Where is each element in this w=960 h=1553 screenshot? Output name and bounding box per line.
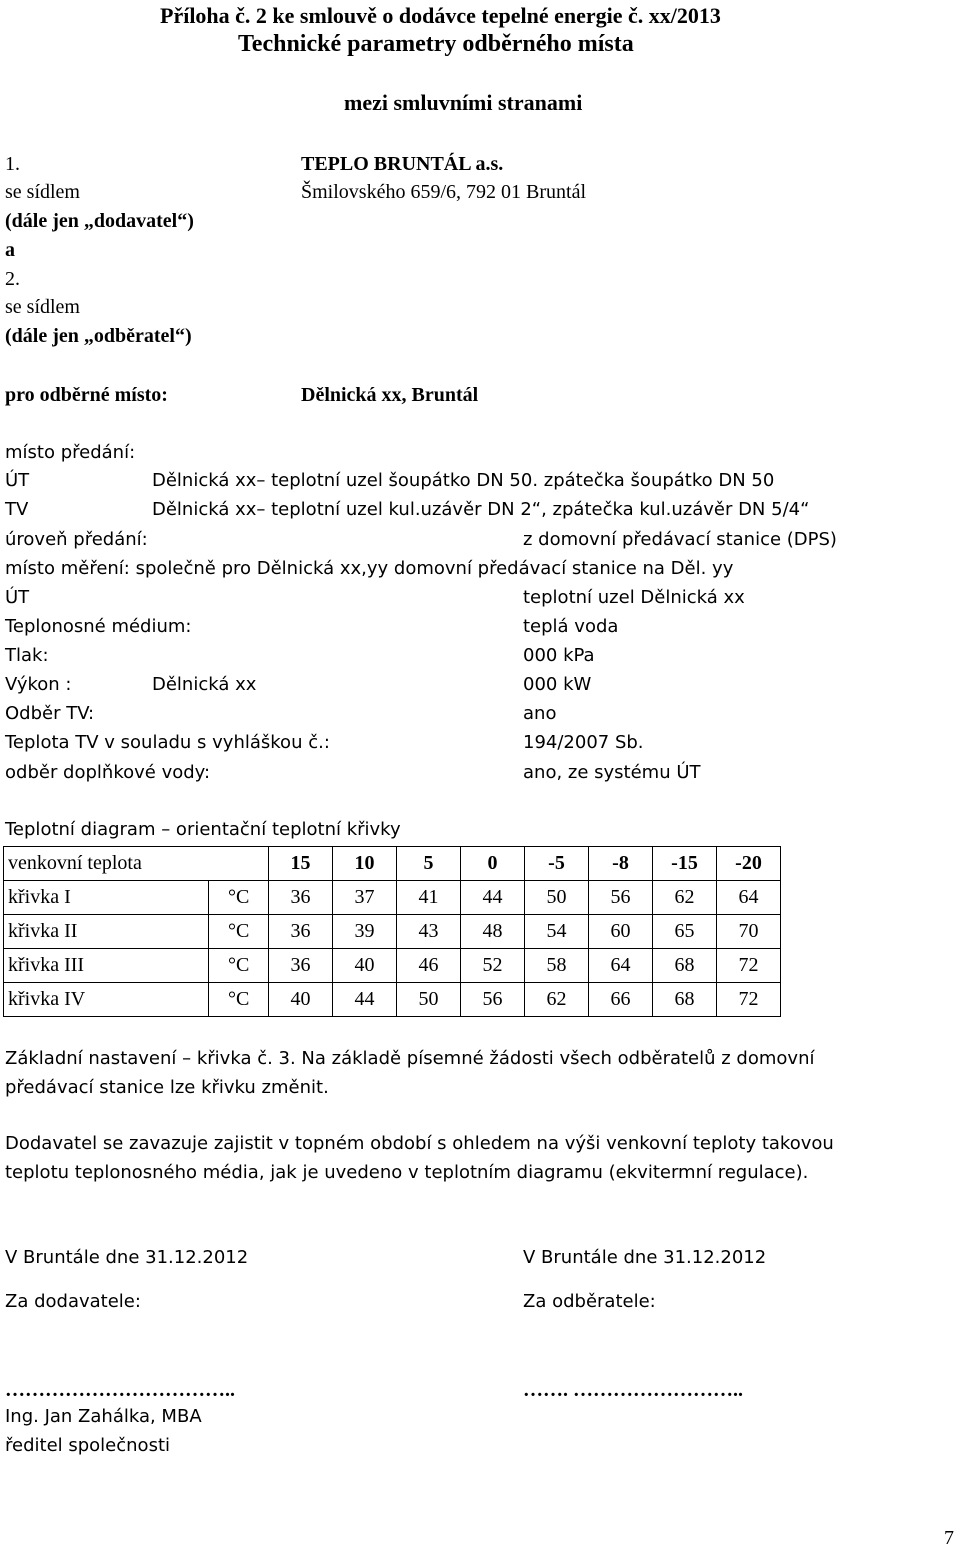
outdoor-temperature-value: 10	[333, 847, 397, 881]
curve-row	[4, 881, 781, 915]
party1-name: TEPLO BRUNTÁL a.s.	[301, 153, 504, 175]
curve-row	[4, 949, 781, 983]
temperature-diagram-table	[3, 846, 781, 1017]
power-label: Výkon :	[5, 674, 72, 695]
curve-row	[4, 983, 781, 1017]
supplier-obligation-line2: teplotu teplonosného média, jak je uvedeno v teplotním diagramu (ekvitermní regulace).	[5, 1162, 809, 1183]
pressure-value: 000 kPa	[523, 645, 595, 666]
page-number: 7	[944, 1527, 954, 1549]
power-value: 000 kW	[523, 674, 592, 695]
curve-value: 62	[525, 983, 589, 1017]
party1-alias: (dále jen „dodavatel“)	[5, 210, 194, 232]
supplier-signature-line: ……………………………..	[5, 1379, 235, 1401]
outdoor-temperature-value: -8	[589, 847, 653, 881]
ut-value: teplotní uzel Dělnická xx	[523, 587, 745, 608]
curve-value: 40	[333, 949, 397, 983]
curve-value: 68	[653, 983, 717, 1017]
curve-unit: °C	[209, 915, 269, 949]
medium-label: Teplonosné médium:	[5, 616, 192, 637]
left-date: V Bruntále dne 31.12.2012	[5, 1247, 249, 1268]
curve-value: 70	[717, 915, 781, 949]
curve-value: 62	[653, 881, 717, 915]
curve-value: 56	[589, 881, 653, 915]
party2-number: 2.	[5, 268, 20, 290]
party2-seat-label: se sídlem	[5, 296, 80, 318]
curve-unit: °C	[209, 949, 269, 983]
customer-signature-line: ……. ……………………..	[523, 1379, 743, 1401]
site-value: Dělnická xx, Bruntál	[301, 384, 479, 406]
outdoor-temperature-value: -20	[717, 847, 781, 881]
pressure-label: Tlak:	[5, 645, 49, 666]
handover-ut-value: Dělnická xx– teplotní uzel šoupátko DN 50. zpátečka šoupátko DN 50	[152, 470, 775, 491]
outdoor-temperature-label: venkovní teplota	[4, 847, 269, 881]
curve-value: 50	[397, 983, 461, 1017]
hot-water-value: ano	[523, 703, 557, 724]
diagram-title: Teplotní diagram – orientační teplotní křivky	[5, 819, 401, 840]
curve-value: 44	[461, 881, 525, 915]
handover-tv-label: TV	[5, 499, 29, 520]
curve-value: 68	[653, 949, 717, 983]
curve-unit: °C	[209, 881, 269, 915]
curve-value: 66	[589, 983, 653, 1017]
curve-unit: °C	[209, 983, 269, 1017]
curve-label: křivka IV	[4, 983, 209, 1017]
outdoor-temperature-value: 15	[269, 847, 333, 881]
diagram-header-row	[4, 847, 781, 881]
handover-ut-label: ÚT	[5, 470, 30, 491]
outdoor-temperature-value: -15	[653, 847, 717, 881]
curve-value: 72	[717, 949, 781, 983]
signer-title: ředitel společnosti	[5, 1435, 171, 1456]
for-customer: Za odběratele:	[523, 1291, 656, 1312]
curve-value: 58	[525, 949, 589, 983]
site-label: pro odběrné místo:	[5, 384, 168, 406]
curve-value: 54	[525, 915, 589, 949]
curve-row	[4, 915, 781, 949]
makeup-water-value: ano, ze systému ÚT	[523, 762, 701, 783]
hot-water-temp-value: 194/2007 Sb.	[523, 732, 644, 753]
hot-water-temp-label: Teplota TV v souladu s vyhláškou č.:	[5, 732, 330, 753]
curve-value: 40	[269, 983, 333, 1017]
curve-value: 50	[525, 881, 589, 915]
party2-alias: (dále jen „odběratel“)	[5, 325, 192, 347]
curve-value: 60	[589, 915, 653, 949]
right-date: V Bruntále dne 31.12.2012	[523, 1247, 767, 1268]
document-title: Technické parametry odběrného místa	[238, 31, 634, 57]
party1-seat-label: se sídlem	[5, 181, 80, 203]
curve-value: 43	[397, 915, 461, 949]
party1-seat: Šmilovského 659/6, 792 01 Bruntál	[301, 181, 586, 203]
curve-value: 39	[333, 915, 397, 949]
power-location: Dělnická xx	[152, 674, 257, 695]
curve-label: křivka I	[4, 881, 209, 915]
basic-setting-line2: předávací stanice lze křivku změnit.	[5, 1077, 329, 1098]
curve-value: 46	[397, 949, 461, 983]
curve-label: křivka III	[4, 949, 209, 983]
metering-place: místo měření: společně pro Dělnická xx,yy domovní předávací stanice na Děl. yy	[5, 558, 734, 579]
party1-number: 1.	[5, 153, 20, 175]
curve-value: 44	[333, 983, 397, 1017]
makeup-water-label: odběr doplňkové vody:	[5, 762, 211, 783]
supplier-obligation-line1: Dodavatel se zavazuje zajistit v topném období s ohledem na výši venkovní teploty takovou	[5, 1133, 834, 1154]
curve-value: 41	[397, 881, 461, 915]
basic-setting-line1: Základní nastavení – křivka č. 3. Na základě písemné žádosti všech odběratelů z domovní	[5, 1048, 815, 1069]
curve-value: 52	[461, 949, 525, 983]
annex-title: Příloha č. 2 ke smlouvě o dodávce tepelné energie č. xx/2013	[160, 3, 721, 28]
for-supplier: Za dodavatele:	[5, 1291, 141, 1312]
outdoor-temperature-value: 5	[397, 847, 461, 881]
curve-value: 65	[653, 915, 717, 949]
curve-value: 37	[333, 881, 397, 915]
curve-value: 64	[717, 881, 781, 915]
curve-value: 72	[717, 983, 781, 1017]
medium-value: teplá voda	[523, 616, 619, 637]
ut-label: ÚT	[5, 587, 30, 608]
outdoor-temperature-value: -5	[525, 847, 589, 881]
handover-label: místo předání:	[5, 442, 136, 463]
hot-water-label: Odběr TV:	[5, 703, 95, 724]
curve-value: 36	[269, 949, 333, 983]
handover-level-label: úroveň předání:	[5, 529, 148, 550]
curve-value: 56	[461, 983, 525, 1017]
outdoor-temperature-value: 0	[461, 847, 525, 881]
and-word: a	[5, 239, 15, 261]
curve-value: 36	[269, 881, 333, 915]
parties-heading: mezi smluvními stranami	[344, 90, 583, 115]
curve-label: křivka II	[4, 915, 209, 949]
handover-tv-value: Dělnická xx– teplotní uzel kul.uzávěr DN 2“, zpátečka kul.uzávěr DN 5/4“	[152, 499, 810, 520]
curve-value: 64	[589, 949, 653, 983]
curve-value: 36	[269, 915, 333, 949]
handover-level-value: z domovní předávací stanice (DPS)	[523, 529, 837, 550]
signer-name: Ing. Jan Zahálka, MBA	[5, 1406, 202, 1427]
curve-value: 48	[461, 915, 525, 949]
